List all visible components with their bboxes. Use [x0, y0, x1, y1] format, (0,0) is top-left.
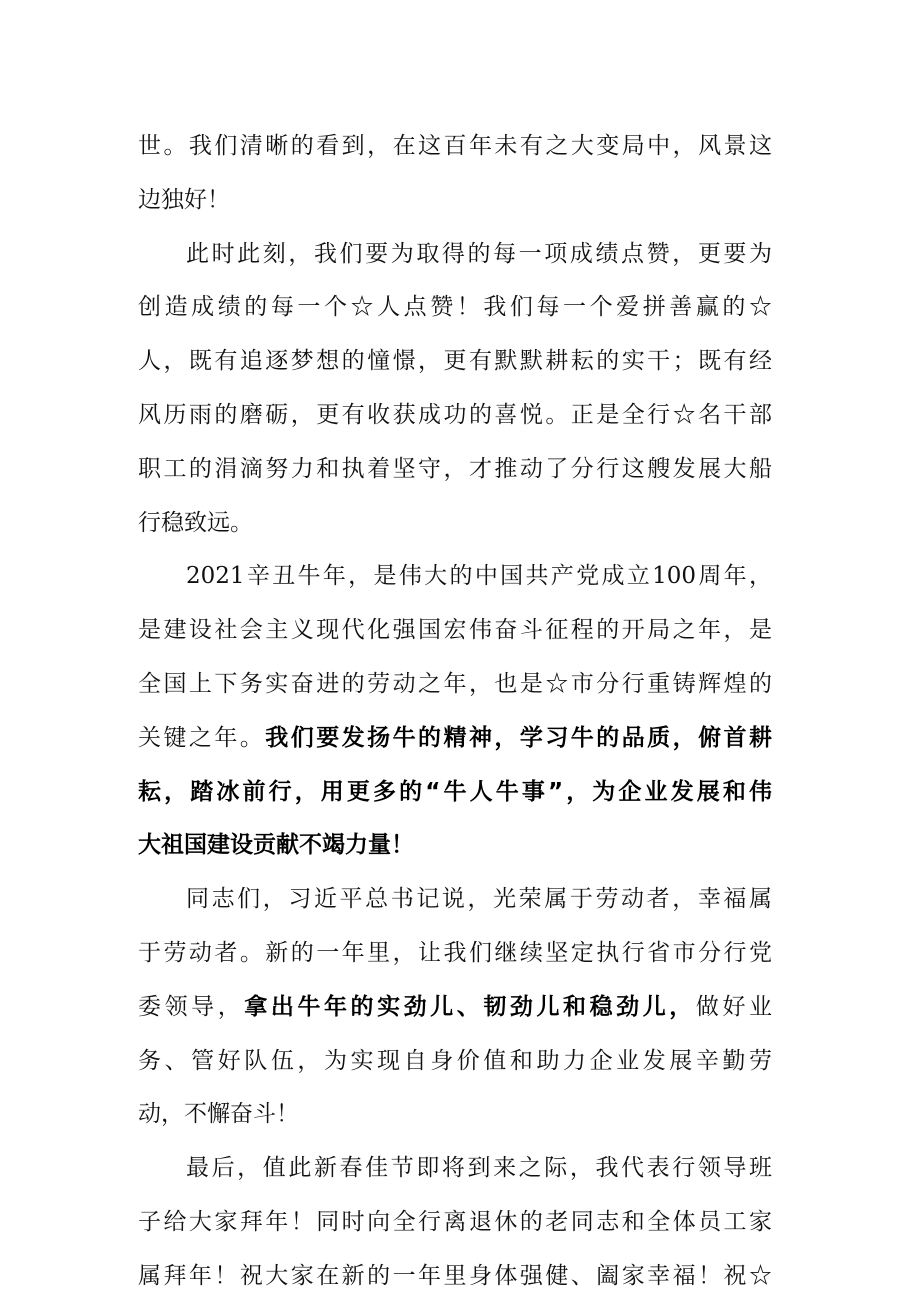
- paragraph-4-line-3: [138, 981, 772, 1035]
- paragraph-2-line-3: 人，既有追逐梦想的憧憬，更有默默耕耘的实干；既有经: [138, 348, 772, 375]
- paragraph-3-line-4-plain: 关键之年。: [138, 724, 266, 751]
- paragraph-3-line-3: 全国上下务实奋进的劳动之年，也是☆市分行重铸辉煌的: [138, 670, 772, 697]
- paragraph-3-line-6-emphasis: 大祖国建设贡献不竭力量！: [138, 832, 414, 859]
- paragraph-1-line-2: 边独好！: [138, 186, 230, 213]
- paragraph-5-line-2: 子给大家拜年！同时向全行离退休的老同志和全体员工家: [138, 1208, 772, 1235]
- paragraph-3-line-2: 是建设社会主义现代化强国宏伟奋斗征程的开局之年，是: [138, 617, 772, 644]
- paragraph-2-line-2: 创造成绩的每一个☆人点赞！我们每一个爱拼善赢的☆: [138, 294, 772, 321]
- paragraph-3-line-1: 2021辛丑牛年，是伟大的中国共产党成立100周年，: [186, 563, 772, 590]
- paragraph-5-line-1: 最后，值此新春佳节即将到来之际，我代表行领导班: [186, 1155, 772, 1182]
- paragraph-4-line-3-plain-a: 委领导，: [138, 993, 245, 1020]
- paragraph-1-line-1: 世。我们清晰的看到，在这百年未有之大变局中，风景这: [138, 133, 772, 159]
- emphasis-text: 我们要发扬牛的精神，学习牛的品质，俯首耕: [265, 724, 773, 751]
- paragraph-4-line-2: 于劳动者。新的一年里，让我们继续坚定执行省市分行党: [138, 939, 772, 966]
- paragraph-2-line-5: 职工的涓滴努力和执着坚守，才推动了分行这艘发展大船: [138, 455, 772, 482]
- paragraph-5-line-3: 属拜年！祝大家在新的一年里身体强健、阖家幸福！祝☆: [138, 1262, 772, 1289]
- paragraph-3-line-4: [138, 712, 772, 766]
- paragraph-4-line-4: 务、管好队伍，为实现自身价值和助力企业发展辛勤劳: [138, 1047, 772, 1074]
- paragraph-2-line-6: 行稳致远。: [138, 509, 253, 536]
- paragraph-3-line-5-emphasis: 耘，踏冰前行，用更多的“牛人牛事”，为企业发展和伟: [138, 778, 772, 805]
- paragraph-2-line-1: 此时此刻，我们要为取得的每一项成绩点赞，更要为: [186, 240, 772, 267]
- paragraph-2-line-4: 风历雨的磨砺，更有收获成功的喜悦。正是全行☆名干部: [138, 401, 772, 428]
- paragraph-4-line-5: 动，不懈奋斗！: [138, 1101, 299, 1128]
- document-body: [138, 120, 772, 1304]
- paragraph-4-line-3-plain-b: 做好业: [695, 993, 773, 1020]
- emphasis-text: 拿出牛年的实劲儿、韧劲儿和稳劲儿，: [244, 993, 696, 1020]
- paragraph-4-line-1: 同志们，习近平总书记说，光荣属于劳动者，幸福属: [186, 886, 772, 913]
